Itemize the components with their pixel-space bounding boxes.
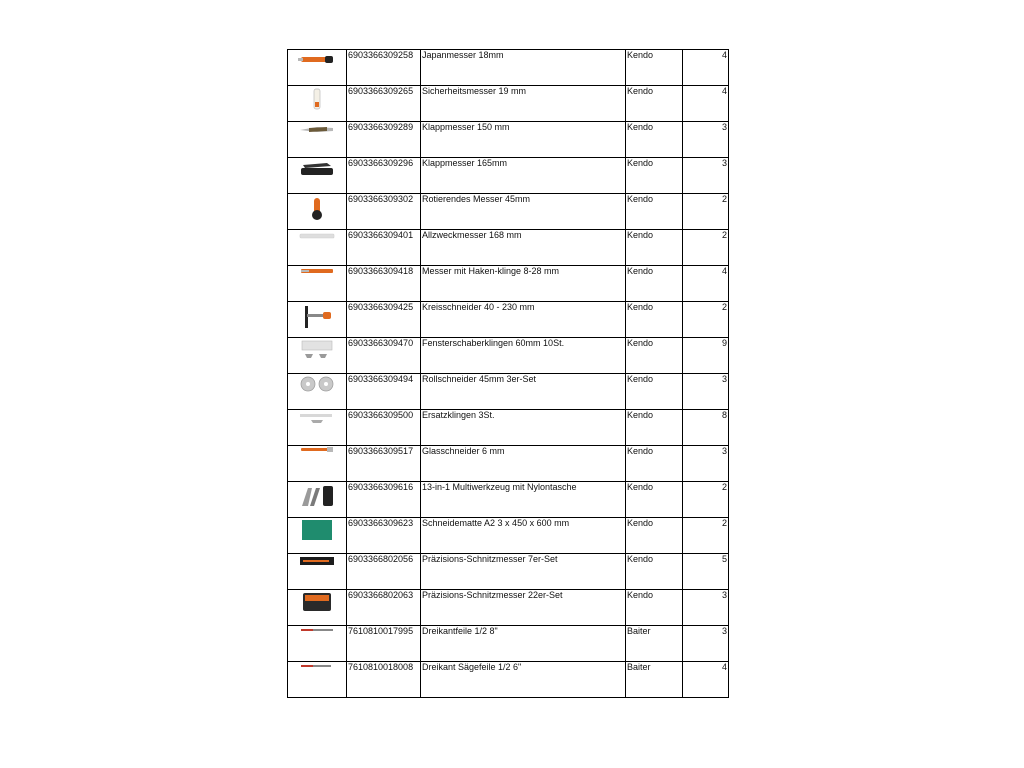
table-row (288, 230, 729, 266)
quantity-cell: 3 (683, 590, 729, 626)
cutting-mat-icon (289, 518, 345, 542)
saw-file-icon (289, 662, 345, 670)
ean-cell: 6903366309265 (347, 86, 421, 122)
product-image-cell (288, 302, 347, 338)
table-row (288, 266, 729, 302)
table-row (288, 50, 729, 86)
product-name-cell: Klappmesser 165mm (421, 158, 626, 194)
quantity-cell: 2 (683, 482, 729, 518)
quantity-cell: 9 (683, 338, 729, 374)
ean-cell: 6903366309296 (347, 158, 421, 194)
utility-knife-icon (289, 50, 345, 68)
brand-cell: Kendo (626, 86, 683, 122)
product-image-cell (288, 86, 347, 122)
scraper-blades-icon (289, 338, 345, 360)
quantity-cell: 3 (683, 626, 729, 662)
brand-cell: Kendo (626, 374, 683, 410)
ean-cell: 7610810017995 (347, 626, 421, 662)
product-name-cell: Schneidematte A2 3 x 450 x 600 mm (421, 518, 626, 554)
quantity-cell: 4 (683, 266, 729, 302)
folding-knife-icon (289, 122, 345, 136)
brand-cell: Kendo (626, 446, 683, 482)
product-image-cell (288, 266, 347, 302)
ean-cell: 6903366309425 (347, 302, 421, 338)
product-name-cell: Messer mit Haken-klinge 8-28 mm (421, 266, 626, 302)
ean-cell: 6903366802056 (347, 554, 421, 590)
product-name-cell: Rollschneider 45mm 3er-Set (421, 374, 626, 410)
brand-cell: Kendo (626, 590, 683, 626)
multitool-icon (289, 482, 345, 510)
product-name-cell: Sicherheitsmesser 19 mm (421, 86, 626, 122)
ean-cell: 6903366309616 (347, 482, 421, 518)
quantity-cell: 2 (683, 230, 729, 266)
brand-cell: Kendo (626, 266, 683, 302)
rotary-cutter-icon (289, 194, 345, 222)
quantity-cell: 2 (683, 302, 729, 338)
quantity-cell: 3 (683, 374, 729, 410)
table-row (288, 374, 729, 410)
table-row (288, 122, 729, 158)
folding-knife-pouch-icon (289, 158, 345, 178)
product-name-cell: Kreisschneider 40 - 230 mm (421, 302, 626, 338)
table-row (288, 518, 729, 554)
spare-blades-icon (289, 410, 345, 426)
ean-cell: 6903366309494 (347, 374, 421, 410)
product-image-cell (288, 374, 347, 410)
product-image-cell (288, 158, 347, 194)
ean-cell: 6903366309500 (347, 410, 421, 446)
product-image-cell (288, 122, 347, 158)
ean-cell: 7610810018008 (347, 662, 421, 698)
ean-cell: 6903366309623 (347, 518, 421, 554)
product-name-cell: Rotierendes Messer 45mm (421, 194, 626, 230)
product-image-cell (288, 590, 347, 626)
product-name-cell: Präzisions-Schnitzmesser 22er-Set (421, 590, 626, 626)
table-row (288, 446, 729, 482)
product-name-cell: 13-in-1 Multiwerkzeug mit Nylontasche (421, 482, 626, 518)
inventory-table-body (288, 50, 729, 698)
ean-cell: 6903366802063 (347, 590, 421, 626)
all-purpose-knife-icon (289, 230, 345, 242)
ean-cell: 6903366309517 (347, 446, 421, 482)
product-name-cell: Klappmesser 150 mm (421, 122, 626, 158)
brand-cell: Kendo (626, 194, 683, 230)
quantity-cell: 3 (683, 122, 729, 158)
ean-cell: 6903366309302 (347, 194, 421, 230)
product-name-cell: Präzisions-Schnitzmesser 7er-Set (421, 554, 626, 590)
brand-cell: Kendo (626, 230, 683, 266)
product-image-cell (288, 626, 347, 662)
product-name-cell: Glasschneider 6 mm (421, 446, 626, 482)
product-image-cell (288, 482, 347, 518)
table-row (288, 302, 729, 338)
product-name-cell: Dreikant Sägefeile 1/2 6" (421, 662, 626, 698)
quantity-cell: 3 (683, 158, 729, 194)
table-row (288, 590, 729, 626)
brand-cell: Kendo (626, 302, 683, 338)
quantity-cell: 3 (683, 446, 729, 482)
table-row (288, 662, 729, 698)
quantity-cell: 8 (683, 410, 729, 446)
product-name-cell: Japanmesser 18mm (421, 50, 626, 86)
brand-cell: Kendo (626, 122, 683, 158)
table-row (288, 410, 729, 446)
ean-cell: 6903366309418 (347, 266, 421, 302)
glass-cutter-icon (289, 446, 345, 454)
product-image-cell (288, 194, 347, 230)
quantity-cell: 2 (683, 518, 729, 554)
table-row (288, 194, 729, 230)
brand-cell: Baiter (626, 626, 683, 662)
product-image-cell (288, 230, 347, 266)
quantity-cell: 5 (683, 554, 729, 590)
product-image-cell (288, 518, 347, 554)
triangular-file-icon (289, 626, 345, 634)
brand-cell: Kendo (626, 50, 683, 86)
precision-knife-set-icon (289, 554, 345, 568)
product-image-cell (288, 50, 347, 86)
brand-cell: Kendo (626, 158, 683, 194)
product-image-cell (288, 338, 347, 374)
table-row (288, 158, 729, 194)
ean-cell: 6903366309470 (347, 338, 421, 374)
ean-cell: 6903366309258 (347, 50, 421, 86)
precision-knife-case-icon (289, 590, 345, 614)
brand-cell: Baiter (626, 662, 683, 698)
product-image-cell (288, 410, 347, 446)
table-row (288, 554, 729, 590)
brand-cell: Kendo (626, 410, 683, 446)
inventory-table (287, 49, 729, 698)
quantity-cell: 4 (683, 50, 729, 86)
table-row (288, 86, 729, 122)
table-row (288, 626, 729, 662)
product-name-cell: Ersatzklingen 3St. (421, 410, 626, 446)
rotary-blades-icon (289, 374, 345, 394)
brand-cell: Kendo (626, 338, 683, 374)
ean-cell: 6903366309289 (347, 122, 421, 158)
safety-knife-icon (289, 86, 345, 112)
brand-cell: Kendo (626, 554, 683, 590)
product-name-cell: Dreikantfeile 1/2 8" (421, 626, 626, 662)
table-row (288, 338, 729, 374)
product-image-cell (288, 554, 347, 590)
product-image-cell (288, 446, 347, 482)
product-name-cell: Fensterschaberklingen 60mm 10St. (421, 338, 626, 374)
product-name-cell: Allzweckmesser 168 mm (421, 230, 626, 266)
product-image-cell (288, 662, 347, 698)
quantity-cell: 2 (683, 194, 729, 230)
quantity-cell: 4 (683, 662, 729, 698)
hook-blade-knife-icon (289, 266, 345, 276)
brand-cell: Kendo (626, 518, 683, 554)
brand-cell: Kendo (626, 482, 683, 518)
table-row (288, 482, 729, 518)
circle-cutter-icon (289, 302, 345, 330)
ean-cell: 6903366309401 (347, 230, 421, 266)
quantity-cell: 4 (683, 86, 729, 122)
